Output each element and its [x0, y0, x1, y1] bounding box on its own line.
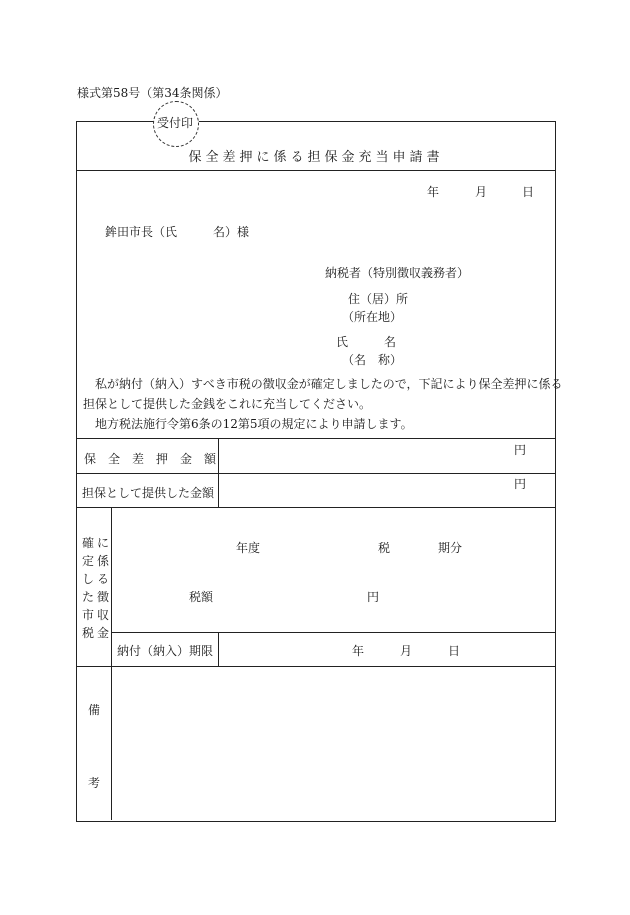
confirmed-tax-char: し [81, 572, 94, 586]
confirmed-tax-label-col1 [81, 534, 95, 642]
date-day: 日 [522, 185, 535, 199]
address-sub-label: （所在地） [342, 310, 403, 324]
address-label: 住（居）所 [348, 292, 409, 306]
seizure-amount-label: 保 全 差 押 金 額 [84, 452, 217, 466]
confirmed-tax-char: る [96, 572, 109, 586]
form-title: 保全差押に係る担保金充当申請書 [188, 150, 444, 165]
name-sub-label: （名 称） [342, 353, 403, 367]
seizure-row-divider [77, 473, 555, 474]
amount-label-column-divider [218, 439, 219, 507]
tax-label: 税 [378, 541, 391, 555]
confirmed-tax-char: 定 [81, 554, 94, 568]
body-line-2: 担保として提供した金銭をこれに充当してください。 [83, 397, 372, 411]
body-line-3: 地方税法施行令第6条の12第5項の規定により申請します。 [95, 417, 413, 431]
name-label: 氏 名 [336, 335, 397, 349]
confirmed-tax-char: に [96, 536, 109, 550]
due-date-year: 年 [352, 644, 365, 658]
addressee: 鉾田市長（氏 名）様 [105, 225, 250, 239]
confirmed-tax-char: 収 [96, 608, 109, 622]
remarks-label-char-2: 考 [88, 776, 101, 790]
due-date-column-divider [218, 633, 219, 666]
reception-stamp-label: 受付印 [157, 116, 194, 130]
date-year: 年 [427, 185, 440, 199]
due-date-month: 月 [400, 644, 413, 658]
title-divider [77, 170, 555, 171]
confirmed-tax-char: 市 [81, 608, 94, 622]
seizure-amount-yen: 円 [514, 443, 527, 457]
taxpayer-heading: 納税者（特別徴収義務者） [325, 266, 470, 280]
left-label-column-divider [111, 508, 112, 820]
security-row-divider [77, 507, 555, 508]
confirmed-tax-char: 確 [81, 536, 94, 550]
due-date-label: 納付（納入）期限 [117, 644, 214, 658]
confirmed-tax-char: 係 [96, 554, 109, 568]
remarks-divider [77, 666, 555, 667]
confirmed-tax-char: 税 [81, 626, 94, 640]
security-amount-label: 担保として提供した金額 [82, 486, 215, 500]
body-line-1: 私が納付（納入）すべき市税の徴収金が確定しましたので，下記により保全差押に係る [95, 377, 563, 391]
due-date-day: 日 [448, 644, 461, 658]
security-amount-yen: 円 [514, 477, 527, 491]
confirmed-tax-char: 徴 [96, 590, 109, 604]
confirmed-tax-label-col2 [96, 534, 110, 642]
due-date-row-divider [111, 632, 555, 633]
confirmed-tax-char: た [81, 590, 94, 604]
tax-amount-label: 税額 [189, 590, 214, 604]
remarks-label-char-1: 備 [88, 703, 101, 717]
form-number: 様式第58号（第34条関係） [77, 86, 228, 100]
tax-amount-yen: 円 [367, 590, 380, 604]
fiscal-year-label: 年度 [236, 541, 261, 555]
date-month: 月 [475, 185, 488, 199]
confirmed-tax-char: 金 [96, 626, 109, 640]
header-section-divider [77, 438, 555, 439]
period-label: 期分 [438, 541, 463, 555]
